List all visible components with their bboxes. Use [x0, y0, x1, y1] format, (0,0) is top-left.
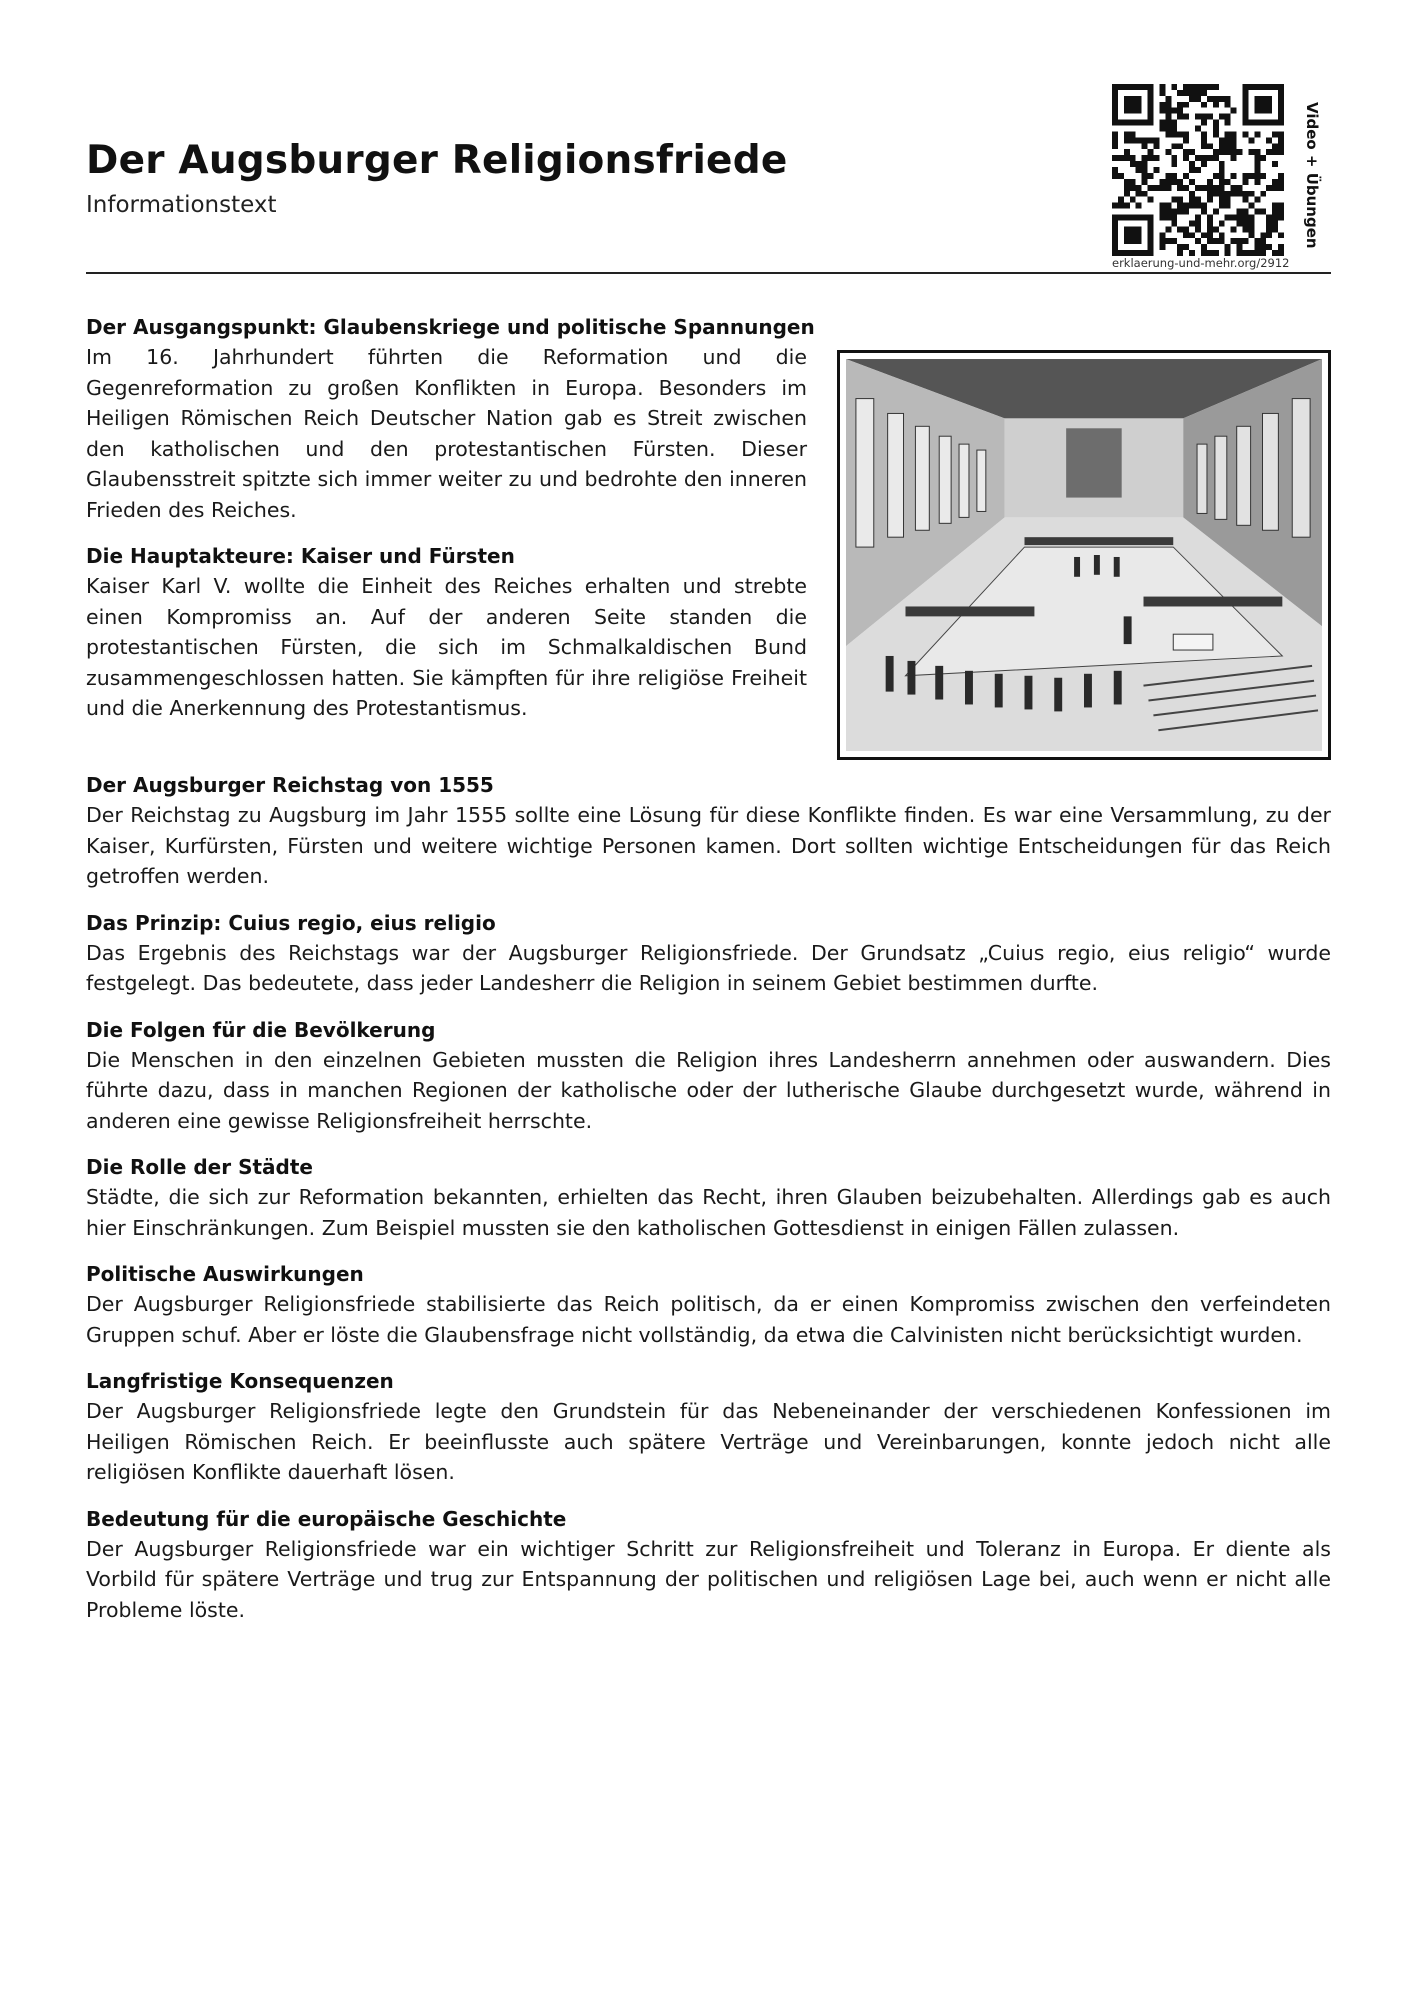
qr-url-link[interactable]: erklaerung-und-mehr.org/2912: [1112, 256, 1290, 270]
section-reichstag-1555: [86, 770, 1331, 892]
section-text: Kaiser Karl V. wollte die Einheit des Reiches erhalten und strebte einen Kompromiss an. Auf der anderen Seite standen die protestantischen Fürsten, die sich im Schmalkaldischen Bund zusammengeschlossen hatten. Sie kämpften für ihre religiöse Freiheit und die Anerkennung des Protestantismus.: [86, 574, 807, 720]
section-heading: Der Augsburger Reichstag von 1555: [86, 773, 494, 797]
section-text: Der Augsburger Religionsfriede legte den Grundstein für das Nebeneinander der verschiedenen Konfessionen im Heiligen Römischen Reich. Er beeinflusste auch spätere Verträge und Vereinbarungen, konnte jedoch nicht alle religiösen Konflikte dauerhaft lösen.: [86, 1399, 1331, 1484]
section-langfristige-konsequenzen: [86, 1366, 1331, 1488]
section-heading: Politische Auswirkungen: [86, 1262, 364, 1286]
reichstag-engraving-image: [837, 350, 1331, 760]
section-text: Die Menschen in den einzelnen Gebieten mussten die Religion ihres Landesherrn annehmen oder auswandern. Dies führte dazu, dass in manchen Regionen der katholische oder der lutherische Glaube durchgesetzt wurde, während in anderen eine gewisse Religionsfreiheit herrschte.: [86, 1047, 1331, 1133]
qr-link-block[interactable]: [1112, 84, 1321, 274]
section-heading: Langfristige Konsequenzen: [86, 1369, 394, 1393]
header-divider: [86, 272, 1331, 274]
section-text: Der Augsburger Religionsfriede war ein wichtiger Schritt zur Religionsfreiheit und Toleranz in Europa. Er diente als Vorbild für spätere Verträge und trug zur Entspannung der politischen und religiösen Lage bei, auch wenn er nicht alle Probleme löste.: [86, 1536, 1331, 1622]
section-text: Das Ergebnis des Reichstags war der Augsburger Religionsfriede. Der Grundsatz „Cuius regio, eius religio“ wurde festgelegt. Das bedeutete, dass jeder Landesherr die Religion in seinem Gebiet bestimmen durfte.: [86, 940, 1331, 995]
section-bedeutung-europa: [86, 1504, 1331, 1626]
page-subtitle: Informationstext: [86, 192, 277, 218]
section-text: Im 16. Jahrhundert führten die Reformation und die Gegenreformation zu großen Konflikten in Europa. Besonders im Heiligen Römischen Reich Deutscher Nation gab es Streit zwischen den katholischen und den protestantischen Fürsten. Dieser Glaubensstreit spitzte sich immer weiter zu und bedrohte den inneren Frieden des Reiches.: [86, 345, 807, 522]
page-header: [86, 0, 1331, 276]
section-politische-auswirkungen: [86, 1259, 1331, 1350]
section-text: Der Reichstag zu Augsburg im Jahr 1555 sollte eine Lösung für diese Konflikte finden. Es war eine Versammlung, zu der Kaiser, Kurfürsten, Fürsten und weitere wichtige Personen kamen. Dort sollten wichtige Entscheidungen für das Reich getroffen werden.: [86, 803, 1331, 888]
section-rolle-staedte: [86, 1152, 1331, 1243]
section-heading: Die Folgen für die Bevölkerung: [86, 1017, 436, 1042]
section-heading: Die Rolle der Städte: [86, 1155, 313, 1179]
section-prinzip: [86, 908, 1331, 999]
section-heading: Der Ausgangspunkt: Glaubenskriege und politische Spannungen: [86, 315, 815, 339]
qr-code-icon[interactable]: [1112, 84, 1284, 256]
main-content: [86, 312, 1331, 1641]
section-text: Städte, die sich zur Reformation bekannten, erhielten das Recht, ihren Glauben beizubehalten. Allerdings gab es auch hier Einschränkungen. Zum Beispiel mussten sie den katholischen Gottesdienst in einigen Fällen zulassen.: [86, 1185, 1331, 1240]
section-heading: Bedeutung für die europäische Geschichte: [86, 1506, 567, 1531]
section-text: Der Augsburger Religionsfriede stabilisierte das Reich politisch, da er einen Kompromiss zwischen den verfeindeten Gruppen schuf. Aber er löste die Glaubensfrage nicht vollständig, da etwa die Calvinisten nicht berücksichtigt wurden.: [86, 1292, 1331, 1347]
section-heading: Die Hauptakteure: Kaiser und Fürsten: [86, 544, 515, 568]
section-ausgangspunkt: [86, 312, 1331, 525]
page-title: Der Augsburger Religionsfriede: [86, 138, 788, 183]
qr-side-label: Video + Übungen: [1303, 102, 1321, 249]
assembly-hall-illustration: [846, 359, 1322, 751]
section-folgen-bevoelkerung: [86, 1015, 1331, 1137]
section-heading: Das Prinzip: Cuius regio, eius religio: [86, 910, 496, 935]
